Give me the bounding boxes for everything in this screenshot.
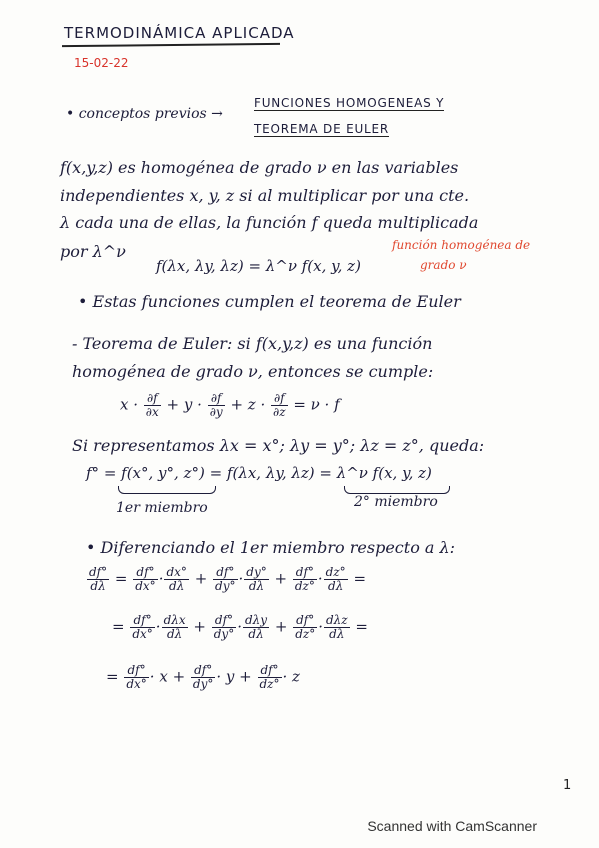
eq-x-term: x · [120,395,138,414]
definition-line-2: independientes x, y, z si al multiplicar por una cte. [60,186,470,205]
derivative-row-2: = $\frac{df^\circ}{dx^\circ}$ · $\frac{\text{dλx}}{d\lambda}$ + $\frac{df^\circ}{dy^\circ}$ · $\frac{\text{dλy}}{d\lambda}$ + $\frac{df^\circ}{dz^\circ}$ · $\frac{\text{dλz}}{d\lambda}$ = [112,613,368,641]
margin-note-line-2: grado ν [420,258,467,272]
definition-line-1: f(x,y,z) es homogénea de grado ν en las variables [60,158,459,177]
partial-df-dx: $\frac{\partial f}{\partial x}$ [145,391,159,419]
theorem-line-2: homogénea de grado ν, entonces se cumple: [72,362,434,381]
scanner-watermark: Scanned with CamScanner [367,818,537,834]
euler-equation [120,392,340,419]
differentiate-line: • Diferenciando el 1er miembro respecto a λ: [86,538,456,557]
partial-df-dy: $\frac{\partial f}{\partial y}$ [209,391,223,419]
substitution-line: Si representamos λx = x°; λy = y°; λz = z°, queda: [72,436,485,455]
eq-y-term: + y · [166,395,202,414]
derivative-row-3: = $\frac{df^\circ}{dx^\circ}$ · x + $\frac{df^\circ}{dy^\circ}$ · y + $\frac{df^\circ}{dz^\circ}$ · z [106,663,300,691]
partial-df-dz: $\frac{\partial f}{\partial z}$ [273,391,286,419]
derivative-row-1: $\frac{df^\circ}{d\lambda}$ = $\frac{df^\circ}{dx^\circ}$ · $\frac{dx^\circ}{d\lambda}$ + $\frac{df^\circ}{dy^\circ}$ · $\frac{dy^\circ}{d\lambda}$ + $\frac{df^\circ}{dz^\circ}$ · $\frac{dz^\circ}{d\lambda}$ = [89,565,367,593]
euler-bullet: • Estas funciones cumplen el teorema de Euler [78,292,461,311]
definition-line-4: por λ^ν [60,242,126,261]
theorem-line-1: - Teorema de Euler: si f(x,y,z) es una función [72,334,433,353]
page-number: 1 [563,778,572,793]
concepts-prefix: • conceptos previos → [66,106,223,122]
member-1-label: 1er miembro [116,500,208,516]
eq-rhs: = ν · f [293,395,340,414]
date: 15-02-22 [74,56,129,70]
brace-member-2 [344,486,450,494]
homogeneity-equation: f(λx, λy, λz) = λ^ν f(x, y, z) [156,257,361,275]
margin-note-line-1: función homogénea de [392,238,531,252]
title-underline [62,43,280,47]
page-title: TERMODINÁMICA APLICADA [64,24,295,42]
topic-functions: FUNCIONES HOMOGENEAS Y [254,96,445,110]
substitution-equation: f° = f(x°, y°, z°) = f(λx, λy, λz) = λ^ν f(x, y, z) [86,464,432,482]
brace-member-1 [118,486,216,494]
topic-euler-theorem: TEOREMA DE EULER [254,122,390,136]
member-2-label: 2° miembro [354,494,438,510]
definition-line-3: λ cada una de ellas, la función f queda multiplicada [60,213,479,232]
lhs-derivative: $\frac{df^\circ}{d\lambda}$ [89,565,108,593]
eq-z-term: + z · [230,395,266,414]
